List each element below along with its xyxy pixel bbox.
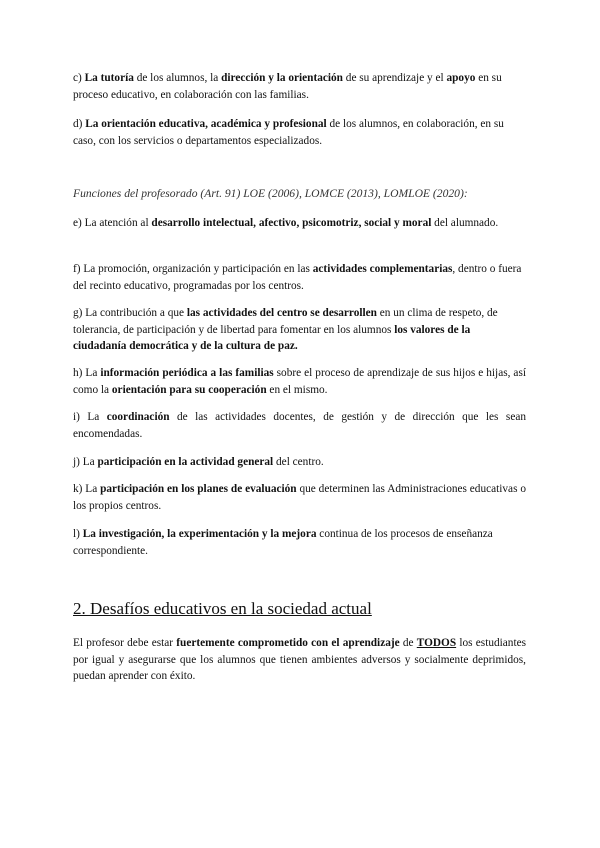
text: l) xyxy=(73,528,83,540)
text: i) La xyxy=(73,411,107,423)
item-k xyxy=(73,481,526,514)
text: de su aprendizaje y el xyxy=(342,72,447,84)
bold-text: apoyo xyxy=(446,72,476,84)
text: en un clima de respeto, de tolerancia, de participación y de libertad para fomentar en los alumnos xyxy=(73,307,498,336)
bold-text: La investigación, la experimentación y la mejora xyxy=(82,528,317,540)
text: del centro. xyxy=(273,456,324,468)
text: f) La promoción, organización y participación en las xyxy=(73,263,313,275)
bold-text: coordinación xyxy=(106,411,170,423)
text: de los alumnos, en colaboración, en su caso, con los servicios o departamentos especializados. xyxy=(73,118,504,147)
item-l xyxy=(73,526,526,559)
text: de las actividades docentes, de gestión y de dirección que les sean encomendadas. xyxy=(73,411,526,440)
text: de los alumnos, la xyxy=(133,72,222,84)
bold-text: fuertemente comprometido con el aprendizaje xyxy=(176,637,400,649)
item-d xyxy=(73,116,526,149)
text: c) xyxy=(73,72,85,84)
text: sobre el proceso de aprendizaje de sus hijos e hijas, así como la xyxy=(73,367,526,396)
section-paragraph xyxy=(73,635,526,685)
item-c xyxy=(73,70,526,103)
text: El profesor debe estar xyxy=(73,637,177,649)
bold-text: participación en los planes de evaluación xyxy=(100,483,297,495)
bold-text: los valores de la ciudadanía democrática y de la cultura de paz. xyxy=(73,323,471,352)
text: del alumnado. xyxy=(431,217,499,229)
bold-text: dirección y la orientación xyxy=(221,72,343,84)
text: que determinen las Administraciones educativas o los propios centros. xyxy=(73,483,527,512)
text: e) La atención al xyxy=(73,217,152,229)
text: de xyxy=(399,637,417,649)
bold-text: información periódica a las familias xyxy=(100,367,274,379)
functions-heading: Funciones del profesorado (Art. 91) LOE (2006), LOMCE (2013), LOMLOE (2020): xyxy=(73,187,468,200)
text: en el mismo. xyxy=(266,383,328,396)
item-e xyxy=(73,215,526,232)
bold-text: actividades complementarias xyxy=(312,263,453,275)
item-h xyxy=(73,365,526,398)
text: continua de los procesos de enseñanza correspondiente. xyxy=(73,528,493,557)
text: k) La xyxy=(73,483,101,495)
bold-text: La tutoría xyxy=(84,72,134,84)
item-g xyxy=(73,305,526,355)
text: d) xyxy=(73,118,86,130)
bold-text: las actividades del centro se desarrollen xyxy=(186,307,377,319)
text: , dentro o fuera del recinto educativo, programadas por los centros. xyxy=(73,263,522,292)
bold-text: participación en la actividad general xyxy=(97,456,274,468)
text: los estudiantes por igual y asegurarse que los alumnos que tienen ambientes adversos y socialmente deprimidos, puedan aprender con éxito. xyxy=(73,637,526,682)
bold-text: orientación para su cooperación xyxy=(111,383,267,396)
text: en su proceso educativo, en colaboración con las familias. xyxy=(73,72,502,101)
text: h) La xyxy=(73,367,101,379)
bold-text: desarrollo intelectual, afectivo, psicomotriz, social y moral xyxy=(151,217,432,229)
bold-text: La orientación educativa, académica y profesional xyxy=(85,118,327,130)
text: j) La xyxy=(73,456,98,468)
item-f xyxy=(73,261,526,294)
item-j xyxy=(73,454,526,471)
underlined-text: TODOS xyxy=(416,637,457,649)
item-i xyxy=(73,409,526,442)
section-title: 2. Desafíos educativos en la sociedad actual xyxy=(73,599,372,618)
text: g) La contribución a que xyxy=(73,307,187,319)
